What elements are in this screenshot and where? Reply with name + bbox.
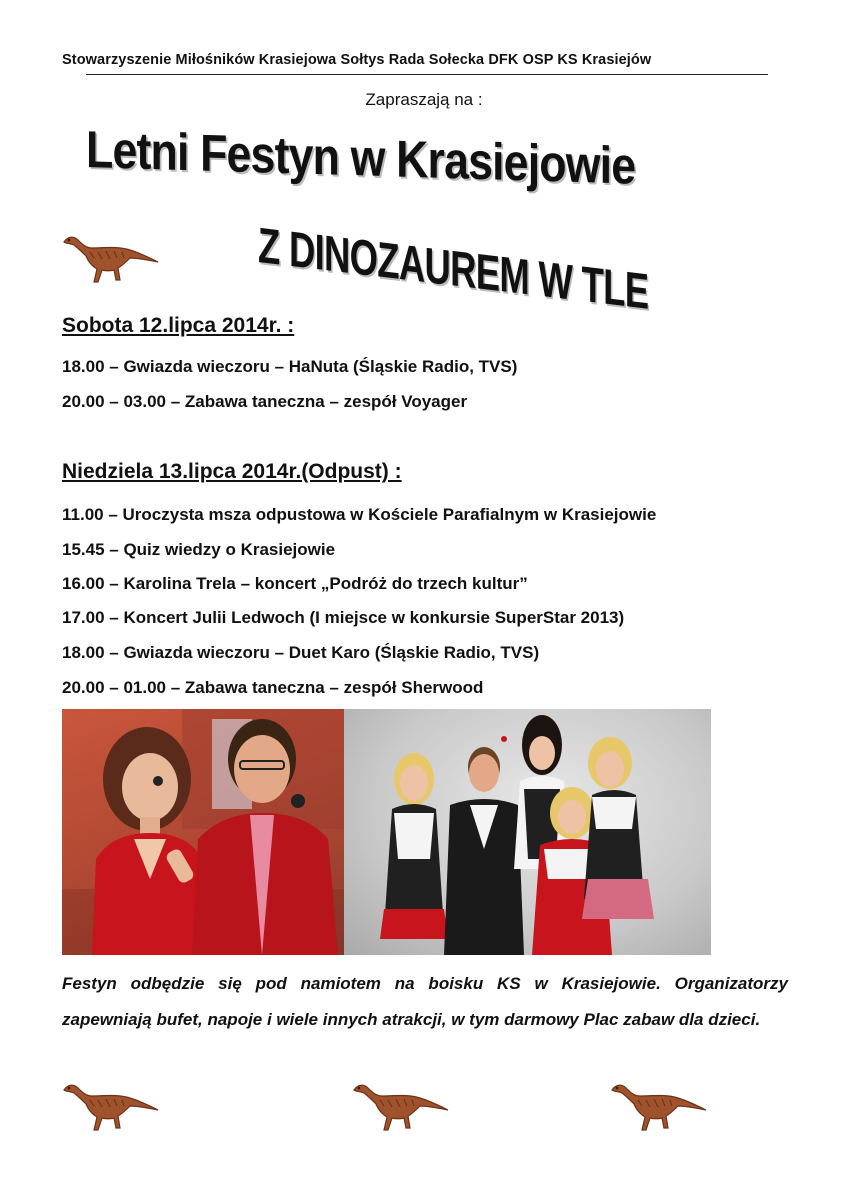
sunday-event: 15.45 – Quiz wiedzy o Krasiejowie <box>62 540 336 559</box>
saturday-heading: Sobota 12.lipca 2014r. : <box>62 314 295 337</box>
sherwood-band-photo <box>344 709 711 955</box>
sunday-event: 20.00 – 01.00 – Zabawa taneczna – zespół Sherwood <box>62 678 484 697</box>
sunday-event: 11.00 – Uroczysta msza odpustowa w Kościele Parafialnym w Krasiejowie <box>62 505 657 524</box>
header-divider <box>86 74 768 75</box>
sunday-event: 18.00 – Gwiazda wieczoru – Duet Karo (Śląskie Radio, TVS) <box>62 643 540 662</box>
dinosaur-icon-bottom-right <box>608 1076 708 1132</box>
saturday-event: 20.00 – 03.00 – Zabawa taneczna – zespół Voyager <box>62 392 468 411</box>
duet-karo-photo <box>62 709 344 955</box>
footer-description: Festyn odbędzie się pod namiotem na boisku KS w Krasiejowie. Organizatorzy zapewniają bufet, napoje i wiele innych atrakcji, w tym darmowy Plac zabaw dla dzieci. <box>62 974 788 1029</box>
dinosaur-icon-top <box>60 228 160 284</box>
festival-title: Letni Festyn w Krasiejowie <box>86 121 636 196</box>
sunday-event: 17.00 – Koncert Julii Ledwoch (I miejsce w konkursie SuperStar 2013) <box>62 608 625 627</box>
sunday-heading: Niedziela 13.lipca 2014r.(Odpust) : <box>62 460 402 483</box>
saturday-event: 18.00 – Gwiazda wieczoru – HaNuta (Śląskie Radio, TVS) <box>62 357 518 376</box>
dinosaur-icon-bottom-center <box>350 1076 450 1132</box>
dinosaur-icon-bottom-left <box>60 1076 160 1132</box>
festival-subtitle: Z DINOZAUREM W TLE <box>258 217 649 320</box>
organizers-header: Stowarzyszenie Miłośników Krasiejowa Sołtys Rada Sołecka DFK OSP KS Krasiejów <box>62 52 652 68</box>
invite-text: Zapraszają na : <box>365 90 483 109</box>
sunday-event: 16.00 – Karolina Trela – koncert „Podróż do trzech kultur” <box>62 574 528 593</box>
